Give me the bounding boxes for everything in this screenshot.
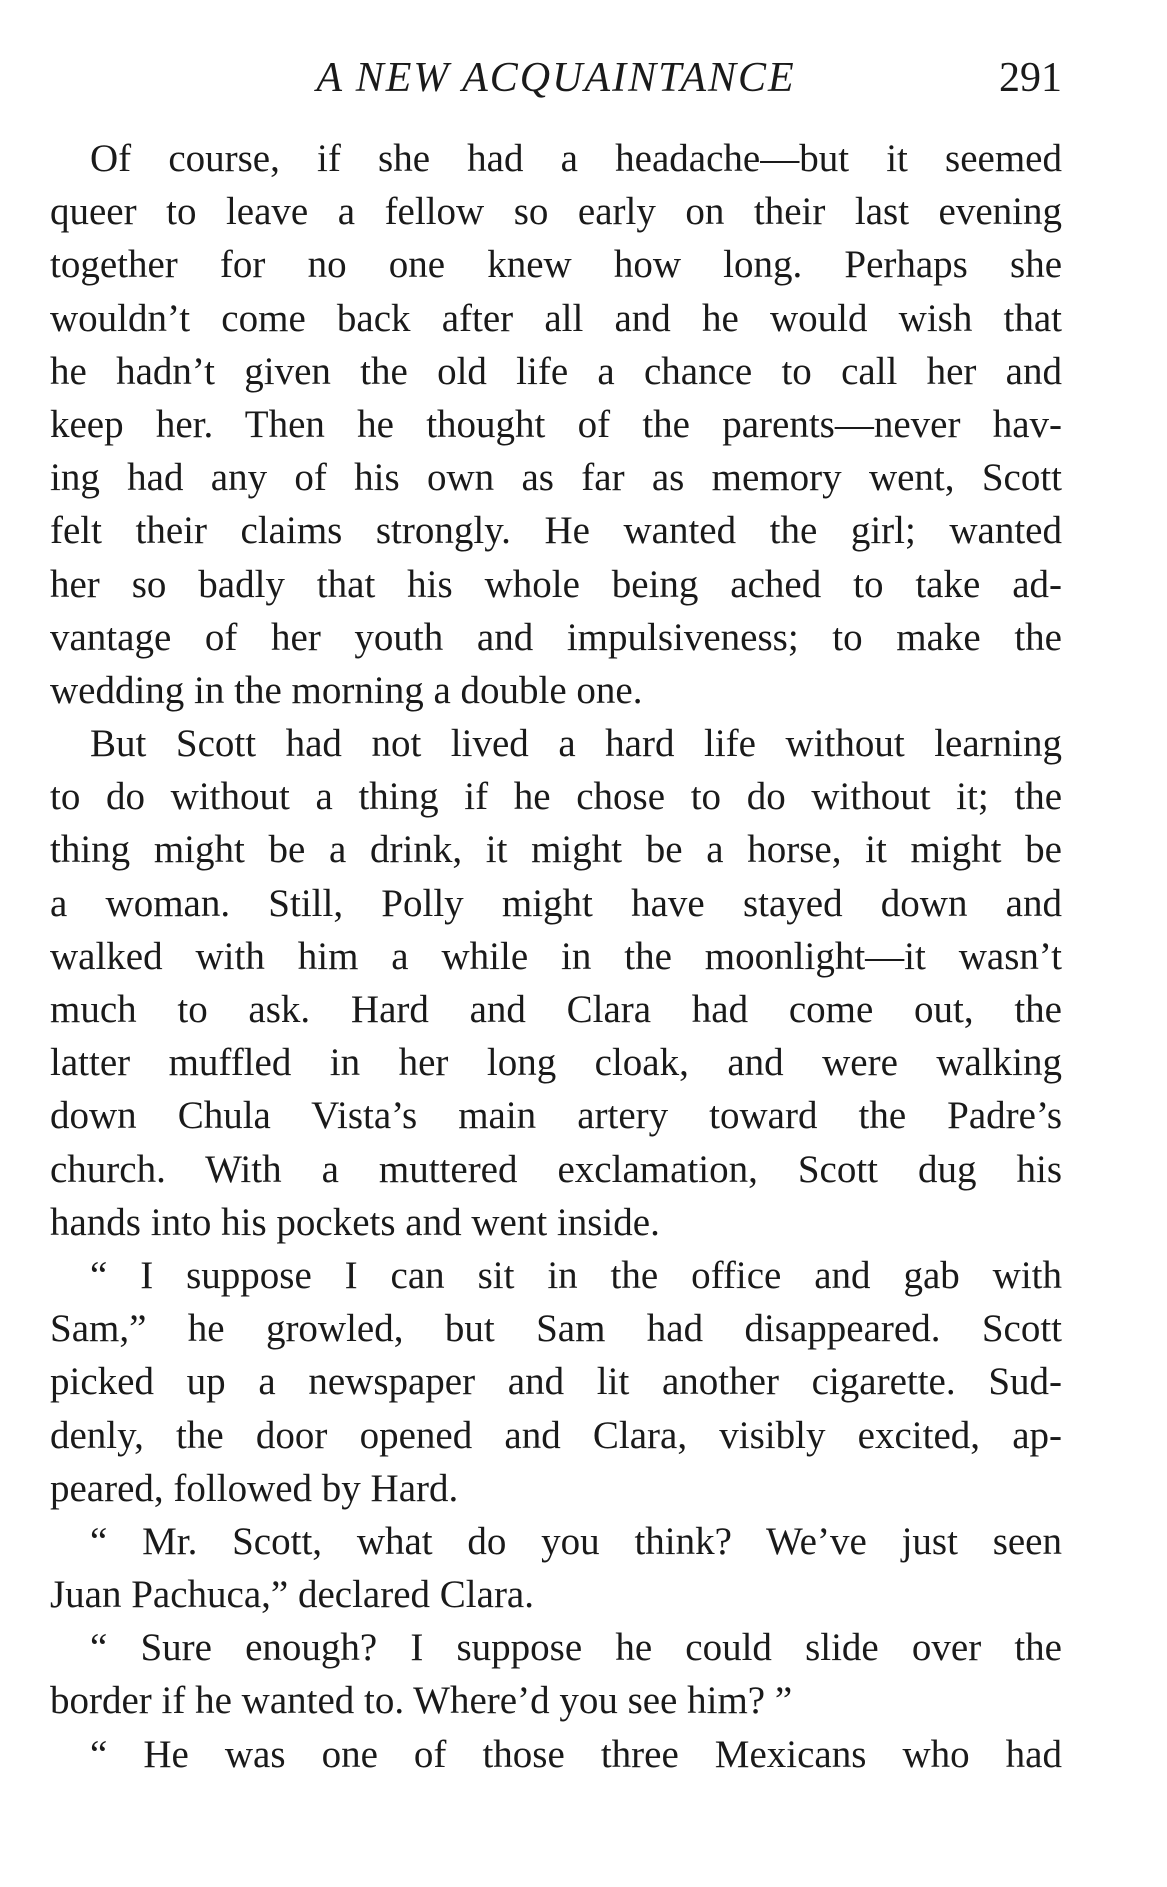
- text-line: together for no one knew how long. Perhaps she: [50, 243, 1062, 287]
- text-line: “ I suppose I can sit in the office and gab with: [90, 1253, 1062, 1297]
- text-line: queer to leave a fellow so early on their last evening: [50, 190, 1062, 234]
- paragraph: [50, 1515, 1062, 1621]
- paragraph: [50, 1249, 1062, 1515]
- text-line: peared, followed by Hard.: [50, 1466, 459, 1510]
- text-line: walked with him a while in the moonlight—it wasn’t: [50, 934, 1062, 978]
- text-line: wedding in the morning a double one.: [50, 668, 643, 712]
- text-line: hands into his pockets and went inside.: [50, 1200, 660, 1244]
- text-line: down Chula Vista’s main artery toward the Padre’s: [50, 1094, 1062, 1138]
- running-title: A NEW ACQUAINTANCE: [316, 55, 796, 101]
- text-line: border if he wanted to. Where’d you see him? ”: [50, 1679, 793, 1723]
- text-line: “ Sure enough? I suppose he could slide over the: [90, 1626, 1062, 1670]
- body-text: [50, 132, 1062, 1781]
- text-line: he hadn’t given the old life a chance to call her and: [50, 349, 1062, 393]
- paragraph: [50, 1621, 1062, 1727]
- text-line: Sam,” he growled, but Sam had disappeared. Scott: [50, 1307, 1062, 1351]
- paragraph: [50, 717, 1062, 1249]
- text-line: But Scott had not lived a hard life without learning: [90, 722, 1062, 766]
- text-line: vantage of her youth and impulsiveness; to make the: [50, 615, 1062, 659]
- paragraph: [50, 132, 1062, 717]
- text-line: ing had any of his own as far as memory went, Scott: [50, 456, 1062, 500]
- text-line: “ He was one of those three Mexicans who had: [90, 1732, 1062, 1776]
- page-number: 291: [999, 55, 1062, 101]
- text-line: church. With a muttered exclamation, Scott dug his: [50, 1147, 1062, 1191]
- text-line: wouldn’t come back after all and he would wish that: [50, 296, 1062, 340]
- text-line: a woman. Still, Polly might have stayed down and: [50, 881, 1062, 925]
- text-line: picked up a newspaper and lit another cigarette. Sud-: [50, 1360, 1062, 1404]
- text-line: her so badly that his whole being ached to take ad-: [50, 562, 1062, 606]
- text-line: felt their claims strongly. He wanted the girl; wanted: [50, 509, 1062, 553]
- text-line: keep her. Then he thought of the parents—never hav-: [50, 402, 1062, 446]
- text-line: Juan Pachuca,” declared Clara.: [50, 1573, 534, 1617]
- text-line: thing might be a drink, it might be a horse, it might be: [50, 828, 1062, 872]
- text-line: latter muffled in her long cloak, and were walking: [50, 1041, 1062, 1085]
- text-line: “ Mr. Scott, what do you think? We’ve just seen: [90, 1519, 1062, 1563]
- text-line: denly, the door opened and Clara, visibly excited, ap-: [50, 1413, 1062, 1457]
- paragraph: [50, 1728, 1062, 1781]
- text-line: Of course, if she had a headache—but it seemed: [90, 137, 1062, 180]
- text-line: to do without a thing if he chose to do without it; the: [50, 775, 1062, 819]
- text-line: much to ask. Hard and Clara had come out, the: [50, 988, 1062, 1031]
- running-head: [50, 48, 1062, 108]
